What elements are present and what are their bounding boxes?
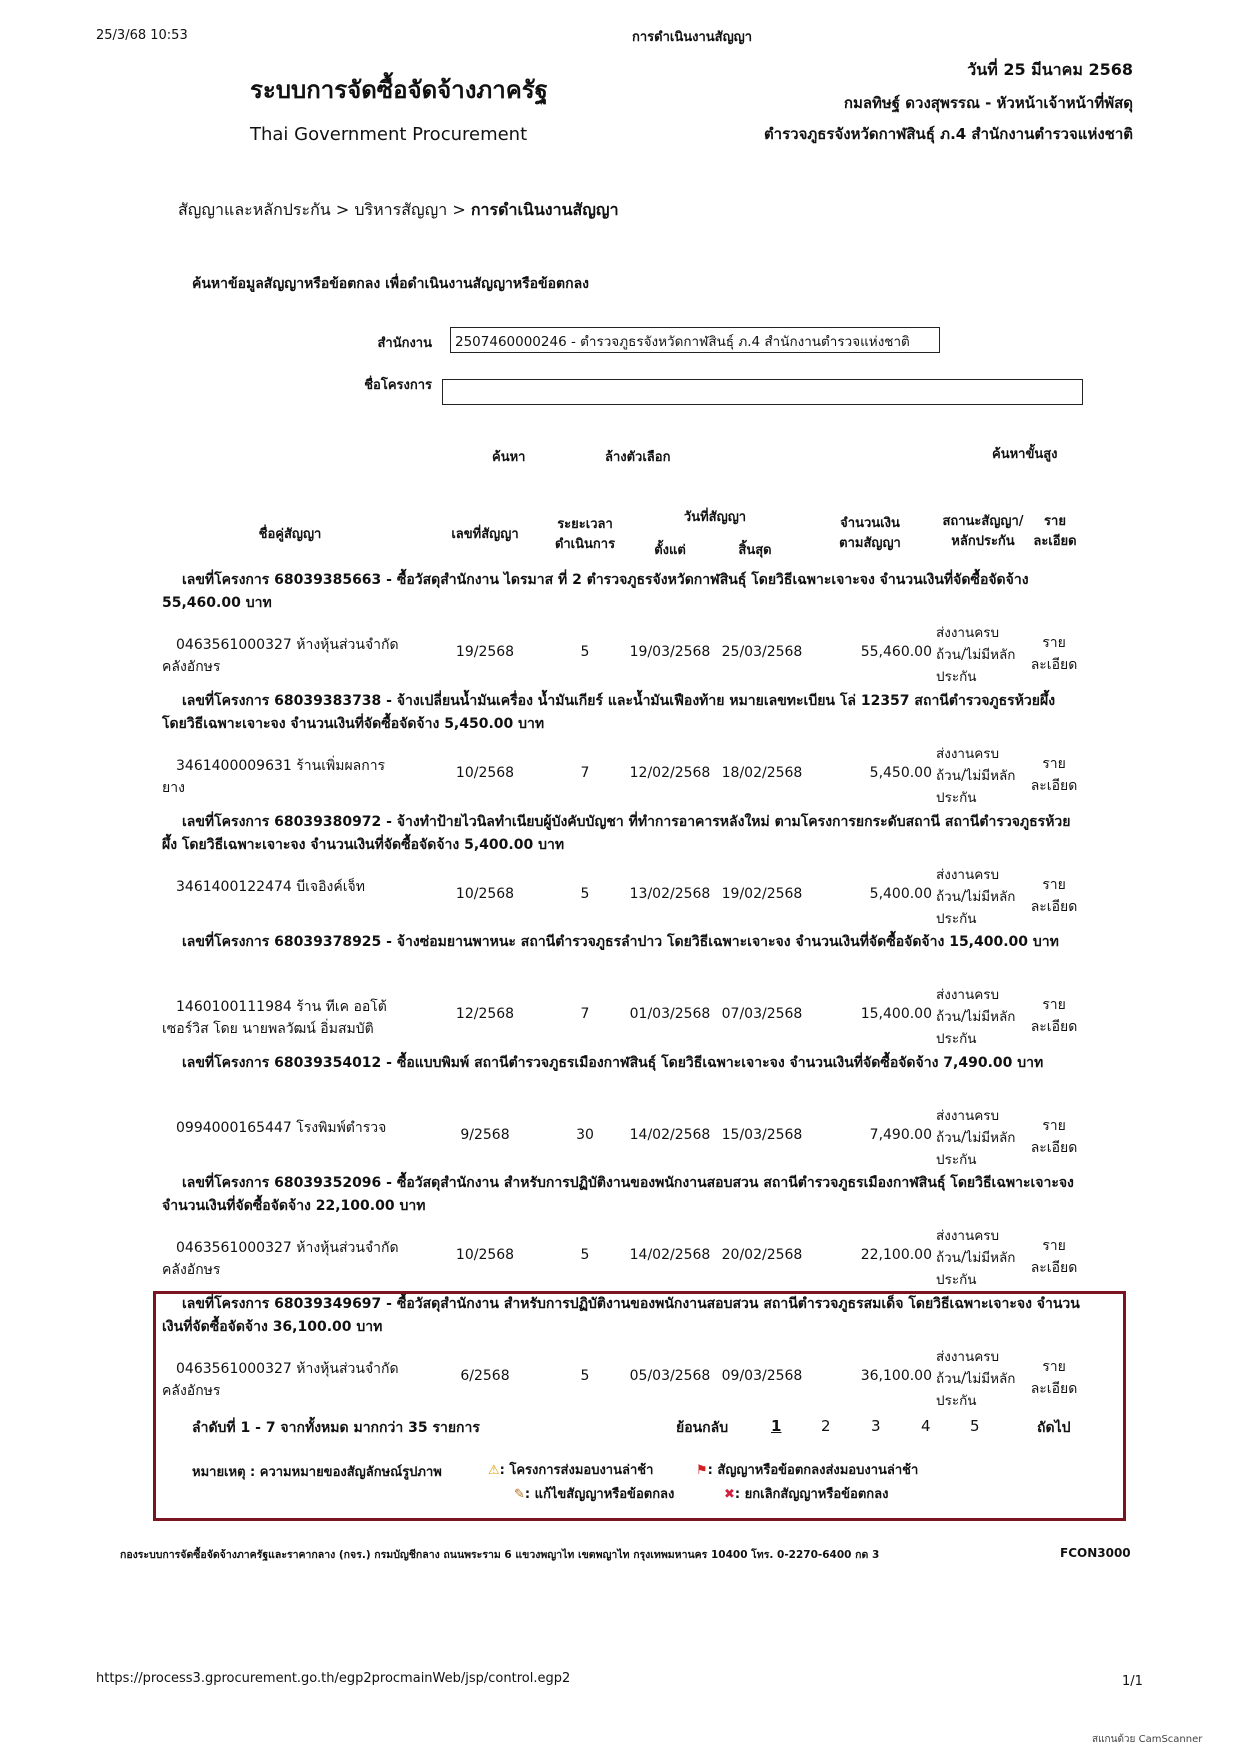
col-detail-line1: ราย — [1044, 514, 1066, 529]
contract-number: 9/2568 — [460, 1127, 510, 1143]
office-label: สำนักงาน — [377, 336, 432, 351]
col-detail-line2: ละเอียด — [1033, 534, 1077, 549]
amount: 22,100.00 — [860, 1247, 932, 1263]
breadcrumb — [178, 198, 619, 223]
system-title-th: ระบบการจัดซื้อจัดจ้างภาครัฐ — [250, 76, 548, 104]
col-amount-line2: ตามสัญญา — [839, 536, 901, 551]
project-name-label: ชื่อโครงการ — [364, 378, 432, 393]
legend-item-cancel — [724, 1483, 888, 1504]
start-date: 14/02/2568 — [629, 1127, 711, 1143]
print-page-title: การดำเนินงานสัญญา — [632, 30, 753, 45]
status: ส่งงานครบถ้วน/ไม่มีหลักประกัน — [936, 746, 1016, 806]
table-row — [0, 866, 1240, 932]
current-date: วันที่ 25 มีนาคม 2568 — [967, 60, 1133, 79]
col-end: สิ้นสุด — [738, 543, 772, 558]
partner-name: 3461400009631 ร้านเพิ่มผลการยาง — [162, 758, 386, 796]
amount: 15,400.00 — [860, 1006, 932, 1022]
pagination-page-5[interactable]: 5 — [970, 1417, 980, 1435]
col-contract-date: วันที่สัญญา — [683, 510, 747, 525]
col-amount — [830, 514, 910, 554]
system-title-en: Thai Government Procurement — [250, 124, 528, 145]
pagination-page-2[interactable]: 2 — [821, 1417, 831, 1435]
end-date: 18/02/2568 — [721, 765, 803, 781]
user-name: กมลทิษฐ์ ดวงสุพรรณ - หัวหน้าเจ้าหน้าที่พัสดุ — [843, 94, 1133, 112]
status: ส่งงานครบถ้วน/ไม่มีหลักประกัน — [936, 1108, 1016, 1168]
contract-number: 19/2568 — [455, 644, 515, 660]
detail-link[interactable]: รายละเอียด — [1030, 997, 1078, 1035]
project-name-input[interactable] — [442, 379, 1083, 405]
project-title: เลขที่โครงการ 68039349697 - ซื้อวัสดุสำนักงาน สำหรับการปฏิบัติงานของพนักงานสอบสวน สถานีตำรวจภูธรสมเด็จ โดยวิธีเฉพาะเจาะจง จำนวนเงินที่จัดซื้อจัดจ้าง 36,100.00 บาท — [162, 1296, 1080, 1335]
breadcrumb-separator: > — [335, 200, 350, 219]
breadcrumb-item[interactable]: สัญญาและหลักประกัน — [178, 200, 331, 219]
legend-text: : สัญญาหรือข้อตกลงส่งมอบงานล่าช้า — [707, 1463, 919, 1478]
duration: 5 — [580, 644, 590, 660]
partner-name: 0463561000327 ห้างหุ้นส่วนจำกัด คลังอักษร — [162, 1361, 399, 1399]
search-button[interactable]: ค้นหา — [492, 450, 526, 465]
status: ส่งงานครบถ้วน/ไม่มีหลักประกัน — [936, 625, 1016, 685]
pagination-next[interactable]: ถัดไป — [1037, 1420, 1071, 1436]
duration: 5 — [580, 1368, 590, 1384]
col-duration-line1: ระยะเวลา — [557, 517, 613, 532]
amount: 5,450.00 — [869, 765, 932, 781]
contract-number: 10/2568 — [455, 765, 515, 781]
legend-item-late-project — [488, 1459, 653, 1480]
flag-icon: ⚑ — [696, 1463, 708, 1478]
table-row — [0, 745, 1240, 811]
search-heading: ค้นหาข้อมูลสัญญาหรือข้อตกลง เพื่อดำเนินงานสัญญาหรือข้อตกลง — [192, 276, 590, 292]
end-date: 15/03/2568 — [721, 1127, 803, 1143]
footer-address: กองระบบการจัดซื้อจัดจ้างภาครัฐและราคากลาง (กจร.) กรมบัญชีกลาง ถนนพระราม 6 แขวงพญาไท เขตพญาไท กรุงเทพมหานคร 10400 โทร. 0-2270-6400 กด 3 — [120, 1549, 880, 1561]
breadcrumb-current: การดำเนินงานสัญญา — [470, 200, 619, 219]
amount: 7,490.00 — [869, 1127, 932, 1143]
detail-link[interactable]: รายละเอียด — [1030, 1118, 1078, 1156]
project-title: เลขที่โครงการ 68039352096 - ซื้อวัสดุสำนักงาน สำหรับการปฏิบัติงานของพนักงานสอบสวน สถานีตำรวจภูธรเมืองกาฬสินธุ์ โดยวิธีเฉพาะเจาะจง จำนวนเงินที่จัดซื้อจัดจ้าง 22,100.00 บาท — [162, 1175, 1074, 1214]
col-detail — [1030, 512, 1080, 552]
legend-text: : ยกเลิกสัญญาหรือข้อตกลง — [734, 1487, 889, 1502]
start-date: 05/03/2568 — [629, 1368, 711, 1384]
amount: 5,400.00 — [869, 886, 932, 902]
table-row — [0, 986, 1240, 1052]
end-date: 07/03/2568 — [721, 1006, 803, 1022]
col-duration-line2: ดำเนินการ — [554, 537, 616, 552]
table-row — [0, 624, 1240, 690]
amount: 55,460.00 — [860, 644, 932, 660]
contract-number: 6/2568 — [460, 1368, 510, 1384]
legend-item-late-contract — [696, 1459, 918, 1480]
clear-button[interactable]: ล้างตัวเลือก — [605, 450, 671, 465]
duration: 7 — [580, 765, 590, 781]
project-title: เลขที่โครงการ 68039354012 - ซื้อแบบพิมพ์ สถานีตำรวจภูธรเมืองกาฬสินธุ์ โดยวิธีเฉพาะเจาะจง จำนวนเงินที่จัดซื้อจัดจ้าง 7,490.00 บาท — [182, 1055, 1044, 1071]
footer-code: FCON3000 — [1060, 1546, 1131, 1560]
advanced-search-button[interactable]: ค้นหาขั้นสูง — [992, 447, 1058, 462]
breadcrumb-item[interactable]: บริหารสัญญา — [354, 200, 448, 219]
status: ส่งงานครบถ้วน/ไม่มีหลักประกัน — [936, 867, 1016, 927]
contract-number: 12/2568 — [455, 1006, 515, 1022]
col-amount-line1: จำนวนเงิน — [840, 516, 900, 531]
col-duration — [550, 515, 620, 555]
project-title: เลขที่โครงการ 68039378925 - จ้างซ่อมยานพาหนะ สถานีตำรวจภูธรลำปาว โดยวิธีเฉพาะเจาะจง จำนวนเงินที่จัดซื้อจัดจ้าง 15,400.00 บาท — [182, 934, 1059, 950]
col-status-line2: หลักประกัน — [951, 534, 1015, 549]
detail-link[interactable]: รายละเอียด — [1030, 756, 1078, 794]
project-title: เลขที่โครงการ 68039380972 - จ้างทำป้ายไวนิลทำเนียบผู้บังคับบัญชา ที่ทำการอาคารหลังใหม่ ตามโครงการยกระดับสถานี สถานีตำรวจภูธรห้วยผึ้ง โดยวิธีเฉพาะเจาะจง จำนวนเงินที่จัดซื้อจัดจ้าง 5,400.00 บาท — [162, 814, 1071, 853]
end-date: 20/02/2568 — [721, 1247, 803, 1263]
end-date: 09/03/2568 — [721, 1368, 803, 1384]
duration: 30 — [576, 1127, 594, 1143]
partner-name: 1460100111984 ร้าน ทีเค ออโต้ เซอร์วิส โดย นายพลวัฒน์ อิ่มสมบัติ — [162, 999, 387, 1037]
end-date: 25/03/2568 — [721, 644, 803, 660]
detail-link[interactable]: รายละเอียด — [1030, 635, 1078, 673]
breadcrumb-separator: > — [452, 200, 466, 219]
project-title: เลขที่โครงการ 68039383738 - จ้างเปลี่ยนน้ำมันเครื่อง น้ำมันเกียร์ และน้ำมันเฟืองท้าย หมายเลขทะเบียน โล่ 12357 สถานีตำรวจภูธรห้วยผึ้ง โดยวิธีเฉพาะเจาะจง จำนวนเงินที่จัดซื้อจัดจ้าง 5,450.00 บาท — [162, 693, 1056, 732]
start-date: 13/02/2568 — [629, 886, 711, 902]
table-row — [0, 1107, 1240, 1173]
end-date: 19/02/2568 — [721, 886, 803, 902]
legend-text: : แก้ไขสัญญาหรือข้อตกลง — [524, 1487, 675, 1502]
col-contract-no: เลขที่สัญญา — [451, 527, 519, 542]
col-status-line1: สถานะสัญญา/ — [942, 514, 1024, 529]
contract-number: 10/2568 — [455, 886, 515, 902]
legend-label: หมายเหตุ : ความหมายของสัญลักษณ์รูปภาพ — [192, 1465, 442, 1480]
status: ส่งงานครบถ้วน/ไม่มีหลักประกัน — [936, 987, 1016, 1047]
warning-icon: ⚠ — [488, 1463, 500, 1478]
office-field[interactable]: 2507460000246 - ตำรวจภูธรจังหวัดกาฬสินธุ์ ภ.4 สำนักงานตำรวจแห่งชาติ — [450, 327, 940, 353]
pagination-page-4[interactable]: 4 — [921, 1417, 931, 1435]
camscanner-watermark: สแกนด้วย CamScanner — [1092, 1734, 1203, 1745]
detail-link[interactable]: รายละเอียด — [1030, 877, 1078, 915]
pagination-page-1[interactable]: 1 — [771, 1417, 782, 1435]
print-datetime: 25/3/68 10:53 — [96, 28, 188, 43]
detail-link[interactable]: รายละเอียด — [1030, 1238, 1078, 1276]
amount: 36,100.00 — [860, 1368, 932, 1384]
legend-text: : โครงการส่งมอบงานล่าช้า — [499, 1463, 654, 1478]
project-title: เลขที่โครงการ 68039385663 - ซื้อวัสดุสำนักงาน ไดรมาส ที่ 2 ตำรวจภูธรจังหวัดกาฬสินธุ์ โดยวิธีเฉพาะเจาะจง จำนวนเงินที่จัดซื้อจัดจ้าง 55,460.00 บาท — [162, 572, 1029, 611]
status: ส่งงานครบถ้วน/ไม่มีหลักประกัน — [936, 1228, 1016, 1288]
col-partner: ชื่อคู่สัญญา — [258, 527, 322, 542]
print-url: https://process3.gprocurement.go.th/egp2procmainWeb/jsp/control.egp2 — [96, 1671, 571, 1686]
legend-item-edit — [514, 1483, 674, 1504]
partner-name: 0463561000327 ห้างหุ้นส่วนจำกัด คลังอักษร — [162, 1240, 399, 1278]
pagination-page-3[interactable]: 3 — [871, 1417, 881, 1435]
status: ส่งงานครบถ้วน/ไม่มีหลักประกัน — [936, 1349, 1016, 1409]
cross-icon: ✖ — [724, 1487, 735, 1502]
col-start: ตั้งแต่ — [654, 543, 686, 558]
partner-name: 0994000165447 โรงพิมพ์ตำรวจ — [176, 1120, 387, 1136]
duration: 7 — [580, 1006, 590, 1022]
detail-link[interactable]: รายละเอียด — [1030, 1359, 1078, 1397]
start-date: 12/02/2568 — [629, 765, 711, 781]
col-status — [938, 512, 1028, 552]
pagination-prev[interactable]: ย้อนกลับ — [676, 1420, 729, 1436]
pagination-summary: ลำดับที่ 1 - 7 จากทั้งหมด มากกว่า 35 รายการ — [192, 1420, 480, 1436]
user-agency: ตำรวจภูธรจังหวัดกาฬสินธุ์ ภ.4 สำนักงานตำรวจแห่งชาติ — [763, 125, 1133, 143]
duration: 5 — [580, 886, 590, 902]
print-page-number: 1/1 — [1122, 1674, 1143, 1689]
start-date: 01/03/2568 — [629, 1006, 711, 1022]
partner-name: 3461400122474 บีเจอิงค์เจ็ท — [176, 879, 365, 895]
contract-number: 10/2568 — [455, 1247, 515, 1263]
pencil-icon: ✎ — [514, 1487, 525, 1502]
duration: 5 — [580, 1247, 590, 1263]
partner-name: 0463561000327 ห้างหุ้นส่วนจำกัด คลังอักษร — [162, 637, 399, 675]
start-date: 19/03/2568 — [629, 644, 711, 660]
table-row — [0, 1227, 1240, 1293]
start-date: 14/02/2568 — [629, 1247, 711, 1263]
